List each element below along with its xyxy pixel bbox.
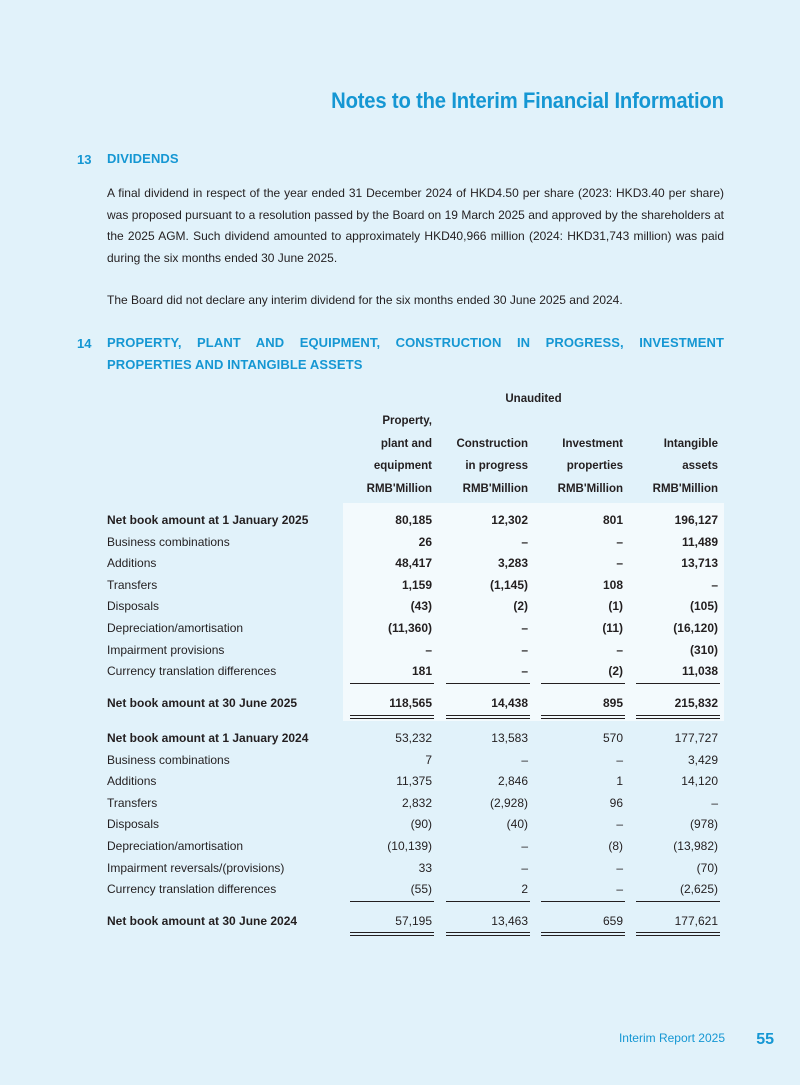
row-label: Impairment reversals/(provisions)	[107, 860, 285, 875]
page-number: 55	[756, 1031, 774, 1048]
cell-value: (2,625)	[679, 882, 718, 897]
cell-value: 11,038	[681, 664, 718, 679]
cell-value: 801	[602, 513, 623, 527]
cell-value: 13,713	[681, 556, 718, 571]
cell-value: 177,621	[674, 914, 718, 928]
cell-value: (2)	[608, 664, 623, 679]
total-rule	[541, 718, 625, 719]
total-rule	[541, 932, 625, 933]
total-rule	[446, 715, 530, 716]
section-13-heading: DIVIDENDS	[107, 151, 179, 166]
section-13-number: 13	[77, 152, 92, 167]
cell-value: 2,832	[401, 795, 432, 810]
cell-value: (13,982)	[673, 839, 718, 853]
table-row	[107, 513, 724, 535]
cell-value: –	[616, 817, 623, 832]
cell-value: 14,438	[491, 696, 528, 710]
cell-value: 26	[418, 534, 432, 549]
cell-value: (978)	[689, 817, 718, 832]
cell-value: 57,195	[395, 914, 432, 928]
table-row	[107, 599, 724, 621]
table-row	[107, 796, 724, 818]
cell-value: –	[616, 752, 623, 767]
total-rule	[350, 901, 434, 902]
cell-value: (8)	[608, 839, 623, 853]
cell-value: 80,185	[395, 513, 432, 527]
row-label: Net book amount at 30 June 2024	[107, 914, 298, 928]
row-label: Net book amount at 30 June 2025	[107, 696, 298, 710]
total-rule	[350, 683, 434, 684]
cell-value: 895	[602, 696, 623, 710]
table-row	[107, 556, 724, 578]
total-rule	[636, 715, 720, 716]
total-rule	[636, 901, 720, 902]
cell-value: –	[711, 795, 718, 810]
row-label: Disposals	[107, 599, 160, 614]
cell-value: –	[616, 556, 623, 571]
cell-value: 2,846	[497, 774, 528, 789]
cell-value: (10,139)	[387, 839, 432, 853]
cell-value: 12,302	[491, 513, 528, 527]
total-rule	[636, 718, 720, 719]
table-row	[107, 839, 724, 861]
row-label: Net book amount at 1 January 2024	[107, 731, 309, 745]
table-group-header: Unaudited	[505, 393, 562, 405]
page-title: Notes to the Interim Financial Information	[331, 88, 724, 113]
column-header-line: Property,	[382, 415, 432, 427]
total-rule	[350, 932, 434, 933]
section-14-number: 14	[77, 336, 92, 351]
cell-value: –	[616, 642, 623, 657]
cell-value: –	[521, 534, 528, 549]
cell-value: –	[521, 860, 528, 875]
cell-value: –	[521, 664, 528, 679]
cell-value: (1)	[608, 599, 623, 614]
cell-value: –	[616, 882, 623, 897]
no-interim-dividend-paragraph: The Board did not declare any interim dividend for the six months ended 30 June 2025 and 2024.	[107, 293, 623, 307]
cell-value: –	[521, 752, 528, 767]
total-rule	[541, 683, 625, 684]
section-14-heading: PROPERTY, PLANT AND EQUIPMENT, CONSTRUCTION IN PROGRESS, INVESTMENT PROPERTIES AND INTANGIBLE ASSETS	[107, 335, 724, 372]
total-rule	[541, 901, 625, 902]
footer-report-name: Interim Report 2025	[618, 1031, 725, 1045]
row-label: Additions	[107, 774, 157, 789]
row-label: Impairment provisions	[107, 642, 225, 657]
cell-value: 11,375	[396, 774, 432, 789]
column-header-line: assets	[682, 460, 718, 472]
cell-value: 570	[602, 731, 623, 745]
cell-value: (16,120)	[673, 621, 718, 635]
total-rule	[541, 935, 625, 936]
row-label: Depreciation/amortisation	[107, 621, 244, 635]
cell-value: 659	[602, 914, 623, 928]
row-label: Disposals	[107, 817, 160, 832]
row-label: Depreciation/amortisation	[107, 839, 244, 853]
table-row	[107, 535, 724, 557]
total-rule	[446, 901, 530, 902]
row-label: Transfers	[107, 795, 158, 810]
column-header-line: RMB'Million	[366, 482, 432, 495]
row-label: Additions	[107, 556, 157, 571]
column-header-line: Investment	[562, 437, 623, 450]
cell-value: 1,159	[401, 577, 432, 592]
row-label: Business combinations	[107, 534, 230, 549]
cell-value: 11,489	[681, 534, 718, 549]
cell-value: (55)	[410, 882, 432, 897]
cell-value: (1,145)	[489, 577, 528, 592]
cell-value: 1	[616, 774, 623, 789]
cell-value: (310)	[689, 642, 718, 657]
cell-value: –	[521, 839, 528, 853]
cell-value: 48,417	[395, 556, 432, 571]
column-header-line: RMB'Million	[557, 482, 623, 495]
cell-value: 118,565	[389, 696, 432, 710]
cell-value: 14,120	[681, 774, 718, 789]
total-rule	[541, 715, 625, 716]
table-row	[107, 753, 724, 775]
table-row	[107, 817, 724, 839]
column-header-line: RMB'Million	[462, 482, 528, 495]
cell-value: 108	[602, 577, 623, 592]
cell-value: 215,832	[674, 696, 718, 710]
cell-value: 2	[521, 882, 528, 897]
cell-value: 53,232	[395, 731, 432, 745]
column-header-line: RMB'Million	[652, 482, 718, 495]
cell-value: (70)	[696, 860, 718, 875]
row-label: Business combinations	[107, 752, 230, 767]
table-row	[107, 621, 724, 643]
row-label: Currency translation differences	[107, 664, 277, 679]
cell-value: 3,283	[497, 556, 528, 571]
total-rule	[446, 935, 530, 936]
dividend-paragraph: A final dividend in respect of the year ended 31 December 2024 of HKD4.50 per share (2023: HKD3.40 per share) was proposed pursuant to a resolution passed by the Board on 19 March 2025 and approved by the shareholders at the 2025 AGM. Such dividend amounted to approximately HKD40,966 million (2024: HKD31,743 million) was paid during the six months ended 30 June 2025.	[107, 186, 724, 265]
cell-value: 33	[418, 860, 432, 875]
cell-value: –	[521, 642, 528, 657]
cell-value: –	[711, 577, 718, 592]
cell-value: (90)	[410, 817, 432, 832]
table-row	[107, 861, 724, 883]
cell-value: –	[616, 534, 623, 549]
total-rule	[446, 718, 530, 719]
row-label: Transfers	[107, 577, 158, 592]
total-rule	[636, 935, 720, 936]
row-label: Currency translation differences	[107, 882, 277, 897]
total-rule	[350, 935, 434, 936]
cell-value: –	[425, 642, 432, 657]
cell-value: 3,429	[687, 752, 718, 767]
column-header-line: Construction	[456, 437, 528, 450]
total-rule	[350, 715, 434, 716]
cell-value: 13,583	[491, 731, 528, 745]
table-row	[107, 774, 724, 796]
column-header-line: plant and	[380, 437, 432, 450]
total-rule	[636, 932, 720, 933]
cell-value: (40)	[506, 817, 528, 832]
cell-value: 13,463	[491, 914, 528, 928]
column-header-line: properties	[566, 460, 623, 472]
cell-value: 196,127	[674, 513, 718, 527]
table-row	[107, 643, 724, 665]
cell-value: (11,360)	[387, 621, 432, 635]
table-row	[107, 731, 724, 753]
table-row	[107, 578, 724, 600]
cell-value: (43)	[410, 599, 432, 614]
cell-value: 7	[425, 752, 432, 767]
cell-value: –	[521, 621, 528, 635]
column-header-line: Intangible	[663, 437, 718, 450]
column-header-line: in progress	[465, 460, 528, 472]
total-rule	[636, 683, 720, 684]
cell-value: –	[616, 860, 623, 875]
cell-value: (2)	[513, 599, 528, 614]
total-rule	[446, 932, 530, 933]
cell-value: 181	[411, 664, 432, 679]
cell-value: 96	[609, 795, 623, 810]
cell-value: 177,727	[674, 731, 718, 745]
cell-value: (105)	[689, 599, 718, 614]
cell-value: (2,928)	[489, 795, 528, 810]
total-rule	[350, 718, 434, 719]
cell-value: (11)	[602, 621, 623, 635]
row-label: Net book amount at 1 January 2025	[107, 513, 309, 527]
total-rule	[446, 683, 530, 684]
column-header-line: equipment	[373, 460, 432, 472]
